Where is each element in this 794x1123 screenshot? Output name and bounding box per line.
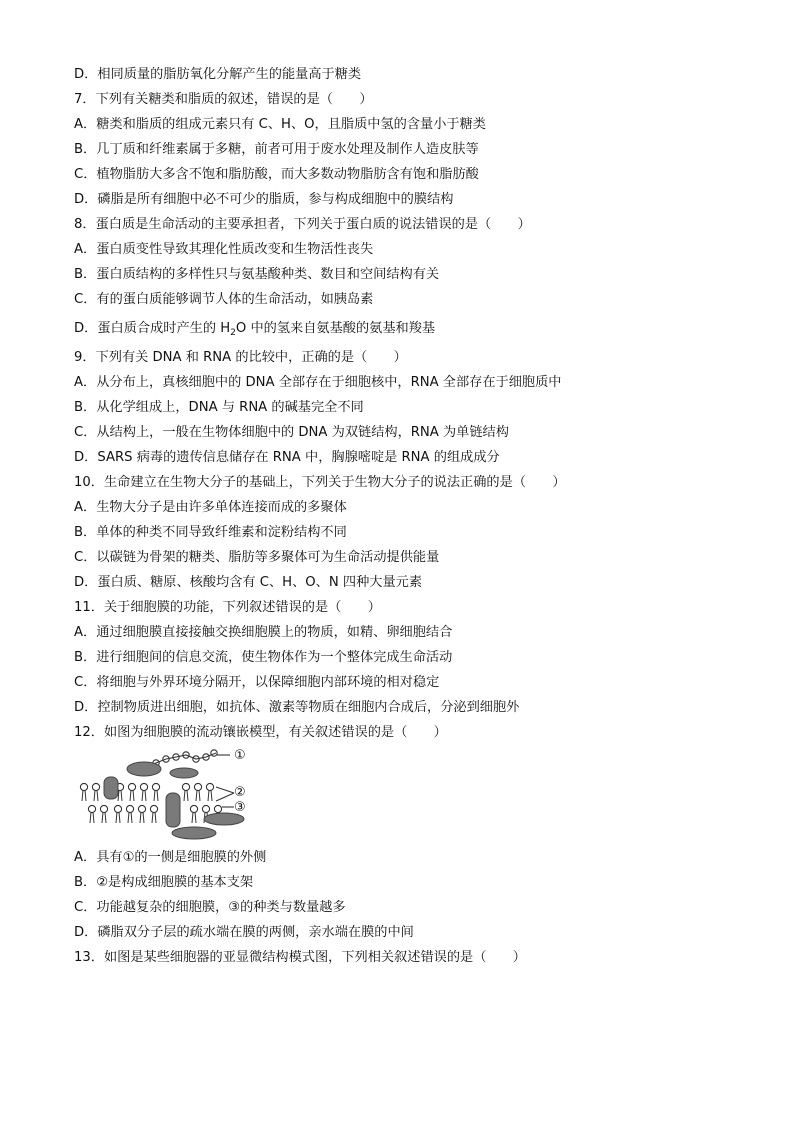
option-text: B．蛋白质结构的多样性只与氨基酸种类、数目和空间结构有关 [74, 267, 440, 282]
option-text: D．相同质量的脂肪氧化分解产生的能量高于糖类 [74, 67, 362, 82]
option-text: D．蛋白质、糖原、核酸均含有 C、H、O、N 四种大量元素 [74, 575, 423, 590]
question-stem: 10．生命建立在生物大分子的基础上，下列关于生物大分子的说法正确的是（ ） [74, 475, 566, 490]
option-text-part: O 中的氢来自氨基酸的氨基和羧基 [235, 321, 436, 336]
option-text: C．从结构上，一般在生物体细胞中的 DNA 为双链结构，RNA 为单链结构 [74, 425, 509, 440]
option-text: A．生物大分子是由许多单体连接而成的多聚体 [74, 500, 347, 515]
option-text: A．蛋白质变性导致其理化性质改变和生物活性丧失 [74, 242, 374, 257]
question-stem: 9．下列有关 DNA 和 RNA 的比较中，正确的是（ ） [74, 350, 407, 365]
option-text: D．磷脂是所有细胞中必不可少的脂质，参与构成细胞中的膜结构 [74, 192, 454, 207]
option-text-part: D．蛋白质合成时产生的 H [74, 321, 231, 336]
option-text: C．植物脂肪大多含不饱和脂肪酸，而大多数动物脂肪含有饱和脂肪酸 [74, 167, 479, 182]
figure-label-2: ② [234, 785, 246, 800]
question-stem: 12．如图为细胞膜的流动镶嵌模型，有关叙述错误的是（ ） [74, 725, 447, 740]
option-text: A．糖类和脂质的组成元素只有 C、H、O，且脂质中氢的含量小于糖类 [74, 117, 486, 132]
question-content [74, 62, 734, 970]
option-text: B．几丁质和纤维素属于多糖，前者可用于废水处理及制作人造皮肤等 [74, 142, 479, 157]
question-stem: 8．蛋白质是生命活动的主要承担者，下列关于蛋白质的说法错误的是（ ） [74, 217, 531, 232]
option-text: A．从分布上，真核细胞中的 DNA 全部存在于细胞核中，RNA 全部存在于细胞质中 [74, 375, 562, 390]
option-text: B．②是构成细胞膜的基本支架 [74, 875, 254, 890]
option-text: B．从化学组成上，DNA 与 RNA 的碱基完全不同 [74, 400, 364, 415]
option-text: B．单体的种类不同导致纤维素和淀粉结构不同 [74, 525, 347, 540]
figure-label-1: ① [234, 748, 246, 763]
option-text [74, 312, 734, 345]
figure-label-3: ③ [234, 800, 246, 815]
option-text: C．以碳链为骨架的糖类、脂肪等多聚体可为生命活动提供能量 [74, 550, 440, 565]
membrane-model-figure [74, 749, 274, 841]
option-text: C．有的蛋白质能够调节人体的生命活动，如胰岛素 [74, 292, 374, 307]
option-text: A．具有①的一侧是细胞膜的外侧 [74, 850, 267, 865]
question-stem: 11．关于细胞膜的功能，下列叙述错误的是（ ） [74, 600, 381, 615]
question-stem: 13．如图是某些细胞器的亚显微结构模式图，下列相关叙述错误的是（ ） [74, 950, 526, 965]
option-text: C．将细胞与外界环境分隔开，以保障细胞内部环境的相对稳定 [74, 675, 440, 690]
option-text: D．SARS 病毒的遗传信息储存在 RNA 中，胸腺嘧啶是 RNA 的组成成分 [74, 450, 500, 465]
option-text: C．功能越复杂的细胞膜，③的种类与数量越多 [74, 900, 346, 915]
option-text: A．通过细胞膜直接接触交换细胞膜上的物质，如精、卵细胞结合 [74, 625, 453, 640]
question-stem: 7．下列有关糖类和脂质的叙述，错误的是（ ） [74, 92, 373, 107]
option-text: B．进行细胞间的信息交流，使生物体作为一个整体完成生命活动 [74, 650, 453, 665]
option-text: D．控制物质进出细胞，如抗体、激素等物质在细胞内合成后，分泌到细胞外 [74, 700, 520, 715]
option-text: D．磷脂双分子层的疏水端在膜的两侧，亲水端在膜的中间 [74, 925, 414, 940]
subscript: 2 [230, 328, 236, 338]
